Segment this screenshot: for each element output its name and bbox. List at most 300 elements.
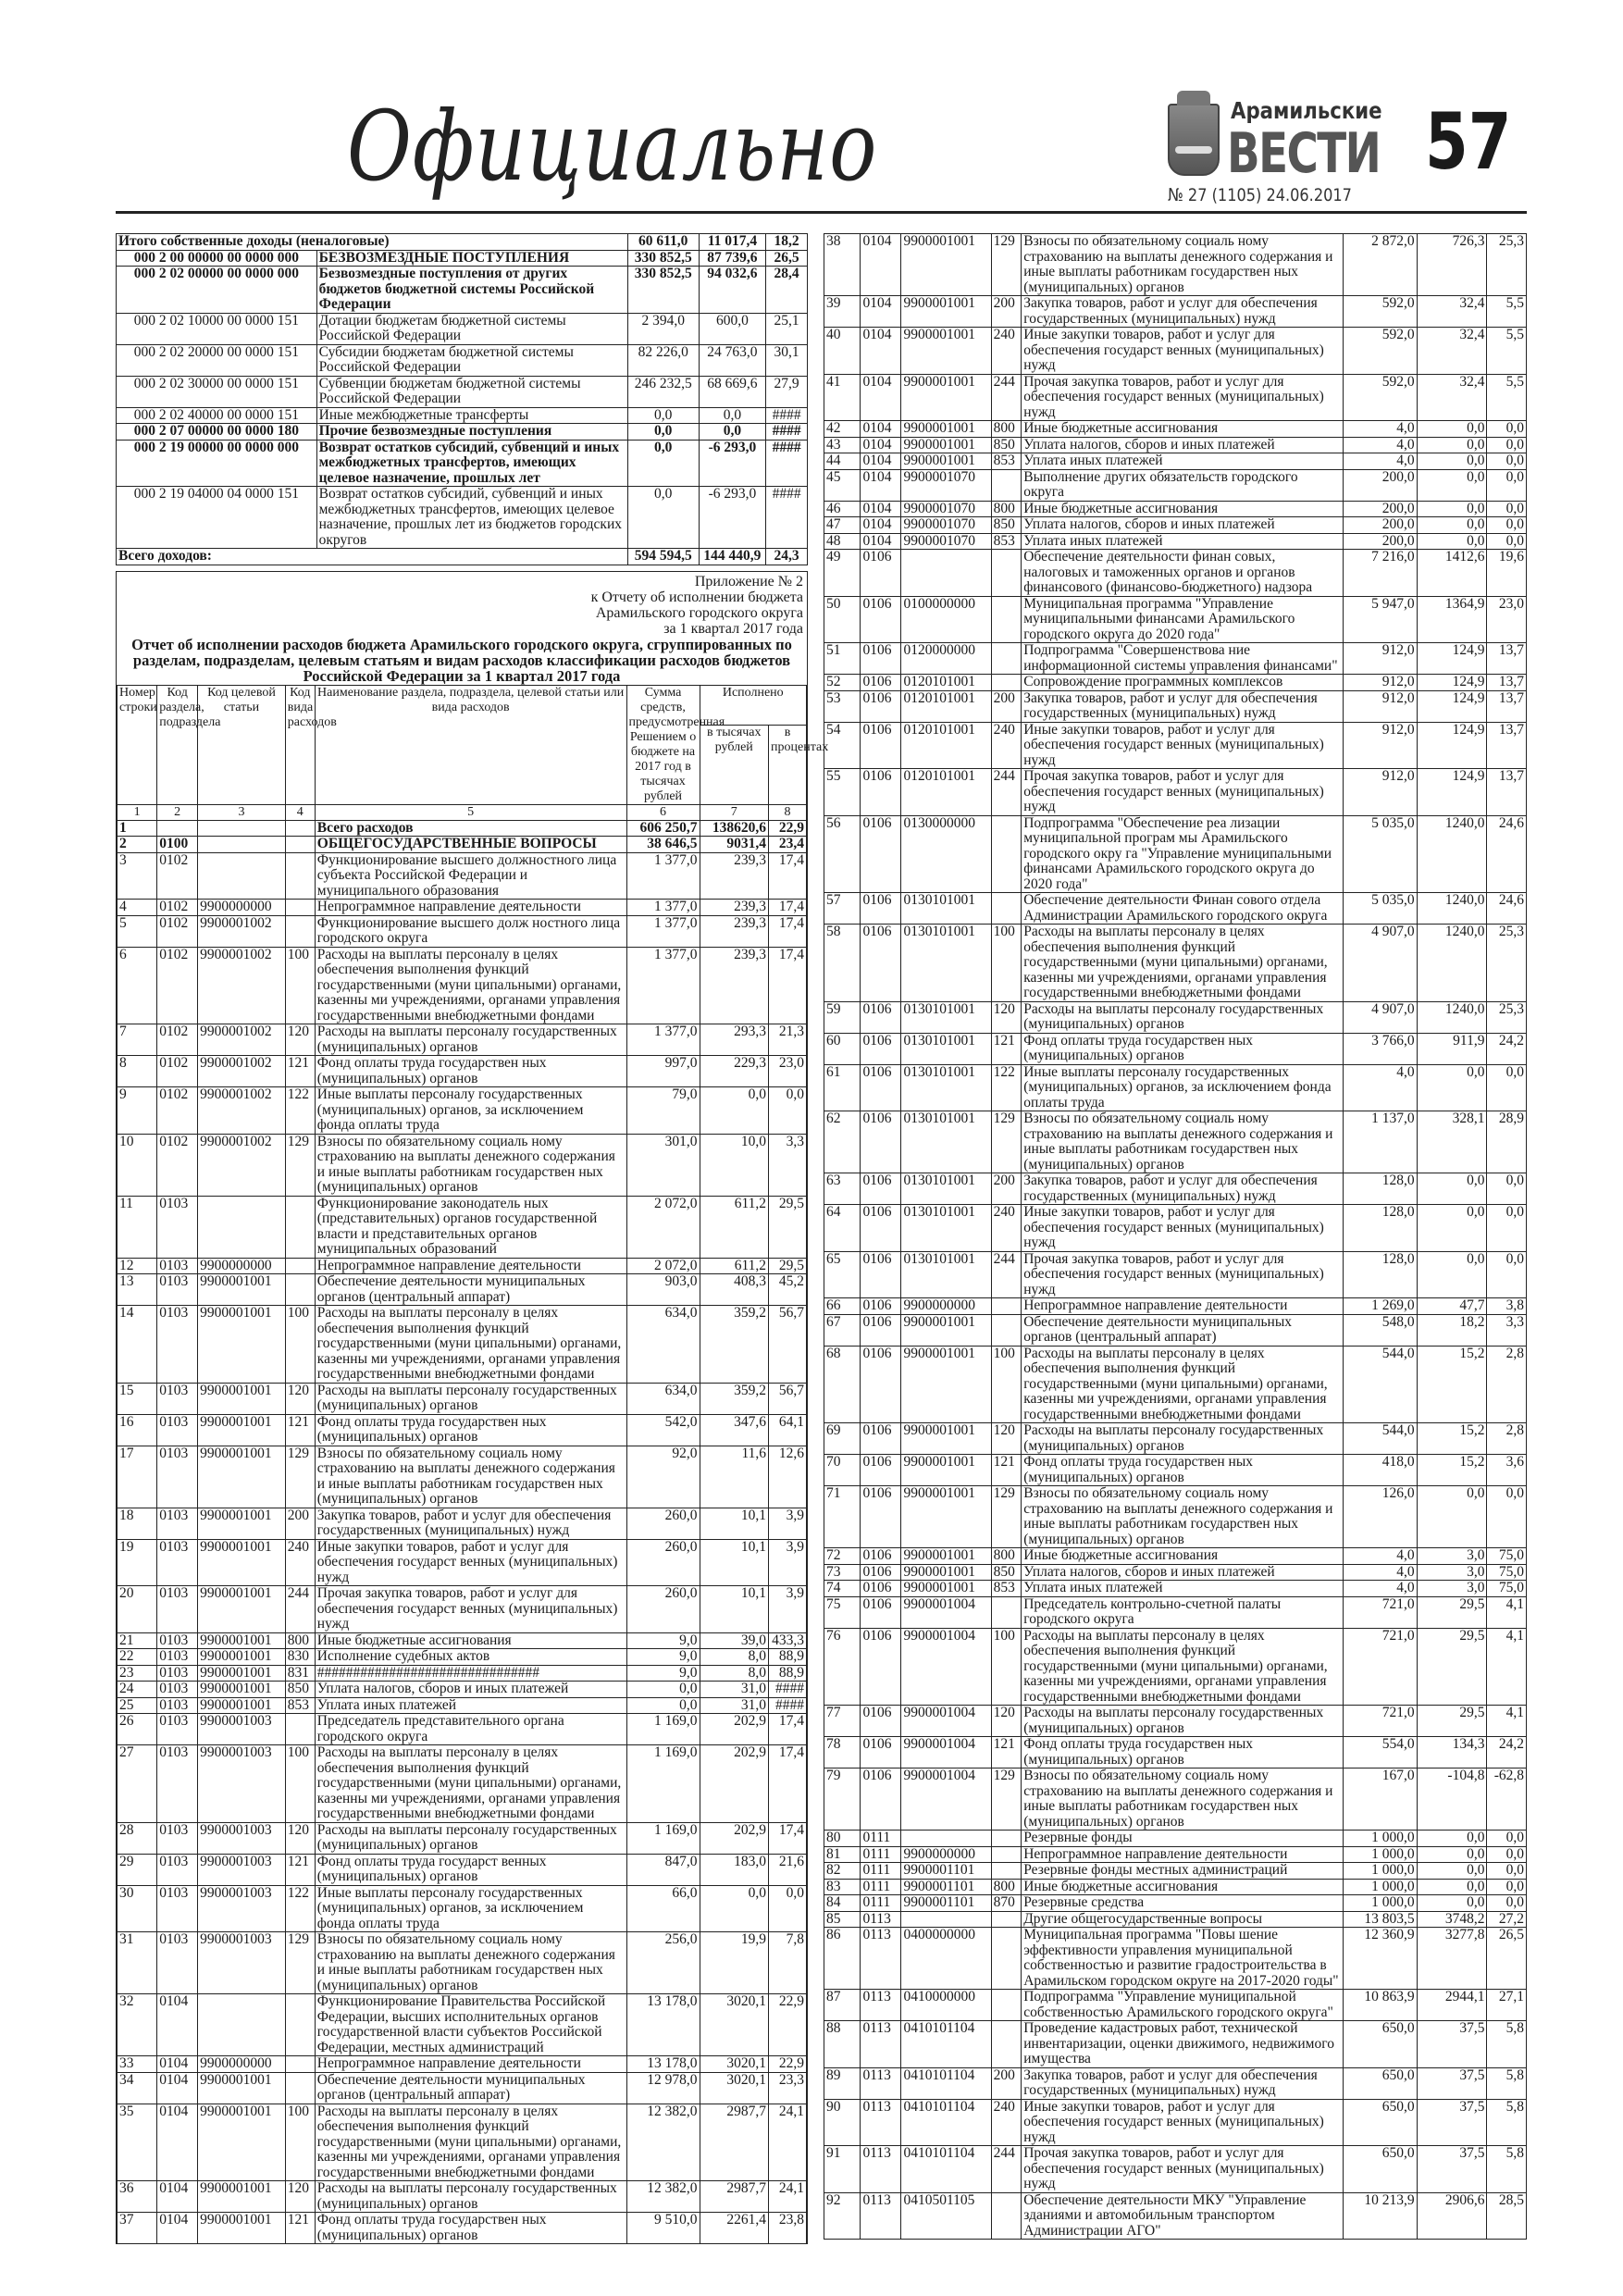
expense-name: Взносы по обязательному социаль ному страхованию на выплаты денежного содержания и иные выплаты работникам государствен ных (муниципальных) органов [1022, 234, 1344, 296]
executed-percent: 45,2 [769, 1274, 807, 1306]
target-code [198, 837, 286, 853]
section-code: 0103 [157, 1854, 198, 1885]
expense-row [824, 1737, 1527, 1769]
executed-percent: 23,4 [769, 837, 807, 853]
section-code: 0103 [157, 1586, 198, 1633]
income-row [117, 407, 808, 424]
expense-name: Непрограммное направление деятельности [1022, 1846, 1344, 1863]
expense-row [824, 1596, 1527, 1628]
section-code: 0106 [861, 690, 901, 722]
expense-name: Иные бюджетные ассигнования [1022, 421, 1344, 438]
executed-amount: 0,0 [1417, 437, 1487, 453]
executed-percent: 24,1 [769, 2181, 807, 2213]
planned-amount: 9,0 [626, 1665, 700, 1682]
target-code: 9900001001 [198, 2213, 286, 2244]
expense-row [824, 1564, 1527, 1581]
expense-row [824, 596, 1527, 643]
expense-type-code: 853 [991, 533, 1022, 550]
planned-amount: 548,0 [1343, 1314, 1417, 1346]
planned-amount: 592,0 [1343, 296, 1417, 328]
executed-amount: 2987,7 [700, 2181, 769, 2213]
expense-type-code: 120 [285, 1024, 315, 1056]
row-number: 37 [118, 2213, 157, 2244]
row-number: 74 [824, 1581, 861, 1597]
section-code: 0113 [861, 2021, 901, 2068]
row-number: 56 [824, 815, 861, 893]
expense-type-code: 100 [285, 947, 315, 1024]
target-code: 9900001004 [901, 1769, 991, 1831]
executed-percent: 24,1 [769, 2104, 807, 2181]
row-number: 69 [824, 1423, 861, 1455]
expense-name: Расходы на выплаты персоналу в целях обеспечения выполнения функций государственными (муни ципальными) органами, казенны ми учреждениями, органами управления государственными внебюджетными фондами [315, 947, 626, 1024]
expense-type-code: 100 [991, 1628, 1022, 1706]
col-header-name: Наименование раздела, подраздела, целевой статьи или вида расходов [315, 685, 626, 804]
expense-row [824, 1173, 1527, 1205]
planned-amount: 721,0 [1343, 1628, 1417, 1706]
target-code: 9900001070 [901, 533, 991, 550]
target-code: 9900001001 [901, 234, 991, 296]
executed-percent: 13,7 [1487, 675, 1527, 691]
expense-row [824, 1769, 1527, 1831]
expense-row [824, 374, 1527, 421]
section-code: 0106 [861, 1314, 901, 1346]
target-code: 9900001002 [198, 1024, 286, 1056]
expense-name: Взносы по обязательному социаль ному страхованию на выплаты денежного содержания и иные выплаты работникам государствен ных (муниципальных) органов [315, 1134, 626, 1196]
planned-amount: 4 907,0 [1343, 925, 1417, 1002]
executed-percent: 17,4 [769, 1745, 807, 1823]
expense-name: Подпрограмма "Обеспечение реа лизации муниципальной програм мы Арамильского городского окру га "Управление муниципальными финансами Арамильского городского округа до 2020 года" [1022, 815, 1344, 893]
section-code: 0106 [861, 722, 901, 769]
section-code: 0102 [157, 900, 198, 916]
target-code: 9900001101 [901, 1863, 991, 1880]
income-name: БЕЗВОЗМЕЗДНЫЕ ПОСТУПЛЕНИЯ [316, 250, 627, 267]
expense-name: Иные бюджетные ассигнования [315, 1632, 626, 1649]
expense-type-code [285, 852, 315, 900]
section-code: 0103 [157, 1383, 198, 1414]
target-code: 9900001001 [198, 1539, 286, 1586]
expense-type-code: 850 [991, 437, 1022, 453]
section-code: 0104 [861, 328, 901, 375]
executed-amount: 347,6 [700, 1414, 769, 1446]
income-plan: 2 394,0 [627, 313, 699, 344]
expense-name: Председатель представительного органа городского округа [315, 1714, 626, 1745]
row-number: 53 [824, 690, 861, 722]
executed-amount: 37,5 [1417, 2146, 1487, 2193]
expense-name: Функционирование Правительства Российской Федерации, высших исполнительных органов государственной власти субъектов Российской Федерации, местных администраций [315, 1994, 626, 2056]
section-code: 0106 [861, 1033, 901, 1064]
row-number: 1 [118, 820, 157, 837]
section-code: 0106 [861, 1581, 901, 1597]
target-code: 9900001001 [901, 453, 991, 470]
planned-amount: 5 035,0 [1343, 893, 1417, 925]
target-code [198, 1994, 286, 2056]
income-row [117, 250, 808, 267]
planned-amount: 3 766,0 [1343, 1033, 1417, 1064]
target-code: 9900001001 [901, 437, 991, 453]
income-code: 000 2 02 10000 00 0000 151 [117, 313, 317, 344]
issue-info: № 27 (1105) 24.06.2017 [1168, 185, 1352, 205]
section-code: 0106 [861, 1205, 901, 1252]
expense-type-code: 100 [991, 925, 1022, 1002]
target-code: 0120101001 [901, 675, 991, 691]
section-title: Официально [347, 90, 878, 203]
appendix-note-line: к Отчету об исполнении бюджета [590, 589, 803, 605]
executed-amount: 0,0 [1417, 1846, 1487, 1863]
expense-type-code [285, 1258, 315, 1274]
executed-percent: 17,4 [769, 1822, 807, 1854]
appendix-2 [116, 571, 829, 2245]
section-code: 0103 [157, 1306, 198, 1384]
expense-row [824, 2146, 1527, 2193]
expense-name: Подпрограмма "Управление муниципальной собственностью Арамильского городского округа" [1022, 1990, 1344, 2021]
target-code: 9900001070 [901, 501, 991, 517]
expense-row [118, 1196, 807, 1258]
col-header-section: Код раздела, подраздела [157, 685, 198, 804]
row-number: 31 [118, 1932, 157, 1994]
planned-amount: 10 213,9 [1343, 2192, 1417, 2240]
executed-amount: 19,9 [700, 1932, 769, 1994]
expense-type-code [991, 1846, 1022, 1863]
target-code: 9900001003 [198, 1932, 286, 1994]
expense-type-code: 200 [991, 1173, 1022, 1205]
executed-percent: 25,3 [1487, 234, 1527, 296]
section-code: 0113 [861, 2146, 901, 2193]
executed-amount: 3,0 [1417, 1564, 1487, 1581]
income-plan: 82 226,0 [627, 344, 699, 376]
executed-percent: 23,0 [1487, 596, 1527, 643]
row-number: 36 [118, 2181, 157, 2213]
expense-name: Другие общегосударственные вопросы [1022, 1911, 1344, 1928]
planned-amount: 592,0 [1343, 374, 1417, 421]
target-code: 9900000000 [198, 2056, 286, 2073]
expense-name: Закупка товаров, работ и услуг для обеспечения государственных (муниципальных) нужд [1022, 296, 1344, 328]
expense-name: Выполнение других обязательств городского округа [1022, 469, 1344, 501]
section-code: 0106 [861, 1548, 901, 1565]
expense-row [118, 915, 807, 947]
row-number: 46 [824, 501, 861, 517]
row-number: 6 [118, 947, 157, 1024]
planned-amount: 1 377,0 [626, 900, 700, 916]
executed-amount: 3020,1 [700, 1994, 769, 2056]
planned-amount: 7 216,0 [1343, 550, 1417, 597]
section-code: 0106 [861, 1564, 901, 1581]
executed-amount: 8,0 [700, 1665, 769, 1682]
coat-of-arms-logo-icon [1168, 104, 1220, 176]
executed-percent: 0,0 [1487, 1846, 1527, 1863]
executed-amount: 202,9 [700, 1822, 769, 1854]
publication-name-top: Арамильские [1231, 97, 1382, 124]
executed-amount: 10,1 [700, 1539, 769, 1586]
executed-percent: 28,9 [1487, 1111, 1527, 1173]
planned-amount: 4 907,0 [1343, 1001, 1417, 1033]
executed-percent: 0,0 [1487, 501, 1527, 517]
expense-row [118, 1446, 807, 1508]
expense-name: Расходы на выплаты персоналу государственных (муниципальных) органов [1022, 1423, 1344, 1455]
expense-name: Обеспечение деятельности муниципальных органов (центральный аппарат) [315, 1274, 626, 1306]
expense-row [824, 1298, 1527, 1315]
expense-row [824, 1879, 1527, 1895]
planned-amount: 1 000,0 [1343, 1879, 1417, 1895]
expense-name: Иные закупки товаров, работ и услуг для обеспечения государст венных (муниципальных) нужд [1022, 2099, 1344, 2146]
row-number: 11 [118, 1196, 157, 1258]
executed-amount: 37,5 [1417, 2021, 1487, 2068]
expense-row [824, 2192, 1527, 2240]
income-pct: #### [766, 440, 808, 487]
expense-name: Прочая закупка товаров, работ и услуг для обеспечения государст венных (муниципальных) нужд [315, 1586, 626, 1633]
income-pct: 24,3 [766, 549, 808, 565]
executed-amount: 15,2 [1417, 1346, 1487, 1423]
row-number: 32 [118, 1994, 157, 2056]
income-exec: 24 763,0 [699, 344, 765, 376]
row-number: 28 [118, 1822, 157, 1854]
target-code: 9900001001 [198, 1665, 286, 1682]
row-number: 90 [824, 2099, 861, 2146]
executed-amount: 124,9 [1417, 690, 1487, 722]
planned-amount: 2 872,0 [1343, 234, 1417, 296]
planned-amount: 5 035,0 [1343, 815, 1417, 893]
executed-percent: #### [769, 1697, 807, 1714]
target-code: 0120101001 [901, 690, 991, 722]
expense-row [824, 1581, 1527, 1597]
executed-amount: 0,0 [1417, 469, 1487, 501]
executed-amount: 3,0 [1417, 1581, 1487, 1597]
section-code: 0106 [861, 1111, 901, 1173]
executed-percent: 23,0 [769, 1056, 807, 1087]
expense-name: Иные закупки товаров, работ и услуг для обеспечения государст венных (муниципальных) нужд [315, 1539, 626, 1586]
executed-amount: 31,0 [700, 1697, 769, 1714]
executed-percent: 25,3 [1487, 1001, 1527, 1033]
row-number: 30 [118, 1885, 157, 1932]
expense-name: ############################### [315, 1665, 626, 1682]
expense-name: Непрограммное направление деятельности [315, 900, 626, 916]
section-code: 0103 [157, 1745, 198, 1823]
planned-amount: 128,0 [1343, 1205, 1417, 1252]
target-code: 0410501105 [901, 2192, 991, 2240]
row-number: 64 [824, 1205, 861, 1252]
expense-type-code: 129 [285, 1446, 315, 1508]
target-code: 9900001004 [901, 1596, 991, 1628]
section-code: 0106 [861, 925, 901, 1002]
row-number: 4 [118, 900, 157, 916]
expense-row [118, 1649, 807, 1666]
section-code: 0103 [157, 1258, 198, 1274]
expense-type-code: 240 [991, 722, 1022, 769]
expense-row [118, 1714, 807, 1745]
executed-amount: 0,0 [1417, 1064, 1487, 1111]
expenses-table-left [117, 685, 829, 2245]
expense-type-code: 800 [991, 421, 1022, 438]
expense-name: Уплата иных платежей [1022, 1581, 1344, 1597]
executed-percent: 0,0 [1487, 453, 1527, 470]
planned-amount: 606 250,7 [626, 820, 700, 837]
target-code: 0120101001 [901, 722, 991, 769]
executed-amount: 726,3 [1417, 234, 1487, 296]
target-code: 9900001002 [198, 947, 286, 1024]
expense-type-code: 850 [285, 1682, 315, 1698]
expense-type-code: 244 [991, 769, 1022, 816]
expense-type-code [991, 1911, 1022, 1928]
section-code: 0106 [861, 1001, 901, 1033]
appendix-note-line: Арамильского городского округа [595, 604, 803, 621]
income-exec: 87 739,6 [699, 250, 765, 267]
expense-row [824, 893, 1527, 925]
planned-amount: 301,0 [626, 1134, 700, 1196]
target-code: 0120101001 [901, 769, 991, 816]
col-header-exec: в тысячах рублей [700, 726, 769, 804]
row-number: 66 [824, 1298, 861, 1315]
executed-amount: 9031,4 [700, 837, 769, 853]
column-number: 7 [700, 804, 769, 820]
expense-type-code: 121 [991, 1737, 1022, 1769]
target-code: 9900001003 [198, 1854, 286, 1885]
executed-percent: #### [769, 1682, 807, 1698]
target-code: 9900001101 [901, 1895, 991, 1912]
section-code: 0103 [157, 1649, 198, 1666]
section-code: 0103 [157, 1682, 198, 1698]
section-code: 0104 [157, 2213, 198, 2244]
expense-name: Непрограммное направление деятельности [315, 2056, 626, 2073]
target-code: 0130101001 [901, 1111, 991, 1173]
expense-type-code [285, 915, 315, 947]
row-number: 79 [824, 1769, 861, 1831]
expense-name: Уплата иных платежей [315, 1697, 626, 1714]
target-code: 9900001003 [198, 1822, 286, 1854]
planned-amount: 912,0 [1343, 690, 1417, 722]
income-plan: 0,0 [627, 487, 699, 549]
executed-percent: 13,7 [1487, 722, 1527, 769]
target-code: 9900001001 [198, 1274, 286, 1306]
section-code: 0103 [157, 1539, 198, 1586]
target-code: 0130000000 [901, 815, 991, 893]
target-code [198, 1196, 286, 1258]
target-code: 0130101001 [901, 1033, 991, 1064]
planned-amount: 721,0 [1343, 1596, 1417, 1628]
section-code: 0103 [157, 1274, 198, 1306]
executed-percent: 22,9 [769, 1994, 807, 2056]
executed-percent: 19,6 [1487, 550, 1527, 597]
executed-amount: 2906,6 [1417, 2192, 1487, 2240]
planned-amount: 912,0 [1343, 675, 1417, 691]
row-number: 70 [824, 1455, 861, 1486]
row-number: 26 [118, 1714, 157, 1745]
expense-type-code: 830 [285, 1649, 315, 1666]
row-number: 24 [118, 1682, 157, 1698]
section-code: 0106 [861, 815, 901, 893]
expense-row [824, 1831, 1527, 1847]
expense-type-code: 240 [285, 1539, 315, 1586]
expense-name: Иные закупки товаров, работ и услуг для обеспечения государст венных (муниципальных) нужд [1022, 722, 1344, 769]
income-row [117, 267, 808, 314]
expense-row [118, 947, 807, 1024]
expense-name: Уплата налогов, сборов и иных платежей [1022, 517, 1344, 534]
executed-percent: 0,0 [1487, 1863, 1527, 1880]
income-code: 000 2 02 20000 00 0000 151 [117, 344, 317, 376]
expense-name: Взносы по обязательному социаль ному страхованию на выплаты денежного содержания и иные выплаты работникам государствен ных (муниципальных) органов [1022, 1486, 1344, 1548]
expense-row [118, 1539, 807, 1586]
row-number: 88 [824, 2021, 861, 2068]
executed-percent: 88,9 [769, 1665, 807, 1682]
section-code: 0102 [157, 947, 198, 1024]
expense-row [118, 1383, 807, 1414]
executed-amount: 359,2 [700, 1306, 769, 1384]
executed-percent: 24,6 [1487, 893, 1527, 925]
executed-amount: 29,5 [1417, 1706, 1487, 1737]
target-code: 9900001001 [901, 1486, 991, 1548]
expense-row [824, 815, 1527, 893]
planned-amount: 1 169,0 [626, 1822, 700, 1854]
executed-percent: 3,3 [769, 1134, 807, 1196]
expense-type-code [991, 1990, 1022, 2021]
income-code: 000 2 19 04000 04 0000 151 [117, 487, 317, 549]
expense-type-code: 800 [991, 1548, 1022, 1565]
target-code: 9900000000 [198, 900, 286, 916]
section-code: 0104 [861, 234, 901, 296]
row-number: 62 [824, 1111, 861, 1173]
expense-name: Функционирование законодатель ных (представительных) органов государственной власти и представительных органов муниципальных образований [315, 1196, 626, 1258]
target-code: 9900001001 [901, 1346, 991, 1423]
expense-type-code: 120 [991, 1423, 1022, 1455]
expense-type-code: 122 [285, 1087, 315, 1135]
expense-name: Проведение кадастровых работ, технической инвентаризации, оценки движимого, недвижимого имущества [1022, 2021, 1344, 2068]
planned-amount: 167,0 [1343, 1769, 1417, 1831]
col-header-plan: Сумма средств, предусмотренная Решением о бюджете на 2017 год в тысячах рублей [626, 685, 700, 804]
income-plan: 0,0 [627, 407, 699, 424]
executed-percent: 27,1 [1487, 1990, 1527, 2021]
planned-amount: 650,0 [1343, 2067, 1417, 2099]
section-code: 0111 [861, 1863, 901, 1880]
expense-row [824, 722, 1527, 769]
section-code: 0104 [861, 296, 901, 328]
section-code: 0104 [861, 453, 901, 470]
expense-type-code: 122 [991, 1064, 1022, 1111]
section-code: 0103 [157, 1196, 198, 1258]
row-number: 35 [118, 2104, 157, 2181]
section-code: 0103 [157, 1665, 198, 1682]
expense-type-code: 244 [991, 1251, 1022, 1298]
expense-name: Обеспечение деятельности МКУ "Управление зданиями и автомобильным транспортом Администрации АГО" [1022, 2192, 1344, 2240]
income-exec: 0,0 [699, 424, 765, 441]
expense-name: Резервные средства [1022, 1895, 1344, 1912]
expense-type-code: 200 [991, 296, 1022, 328]
executed-amount: 611,2 [700, 1258, 769, 1274]
expense-type-code [285, 1274, 315, 1306]
expense-name: Обеспечение деятельности финан совых, налоговых и таможенных органов и органов финансового (финансово-бюджетного) надзора [1022, 550, 1344, 597]
section-code: 0103 [157, 1632, 198, 1649]
expense-row [824, 1001, 1527, 1033]
expense-type-code: 200 [285, 1508, 315, 1539]
column-number: 5 [315, 804, 626, 820]
target-code: 9900001001 [198, 1306, 286, 1384]
income-pct: 26,5 [766, 250, 808, 267]
executed-percent: 4,1 [1487, 1628, 1527, 1706]
income-exec: 11 017,4 [699, 234, 765, 251]
income-name: Возврат остатков субсидий, субвенций и иных межбюджетных трансфертов, имеющих целевое назначение, прошлых лет из бюджетов городских округов [316, 487, 627, 549]
target-code: 9900001002 [198, 1134, 286, 1196]
planned-amount: 650,0 [1343, 2021, 1417, 2068]
planned-amount: 200,0 [1343, 533, 1417, 550]
expense-type-code: 240 [991, 2099, 1022, 2146]
col-header-type: Код вида расходов [285, 685, 315, 804]
income-plan: 330 852,5 [627, 250, 699, 267]
planned-amount: 9,0 [626, 1649, 700, 1666]
expense-type-code: 800 [285, 1632, 315, 1649]
expense-name: Обеспечение деятельности муниципальных органов (центральный аппарат) [1022, 1314, 1344, 1346]
col-header-num: Номер строки [118, 685, 157, 804]
section-code: 0106 [861, 1737, 901, 1769]
planned-amount: 650,0 [1343, 2099, 1417, 2146]
section-code: 0113 [861, 2099, 901, 2146]
executed-percent: 0,0 [1487, 1173, 1527, 1205]
